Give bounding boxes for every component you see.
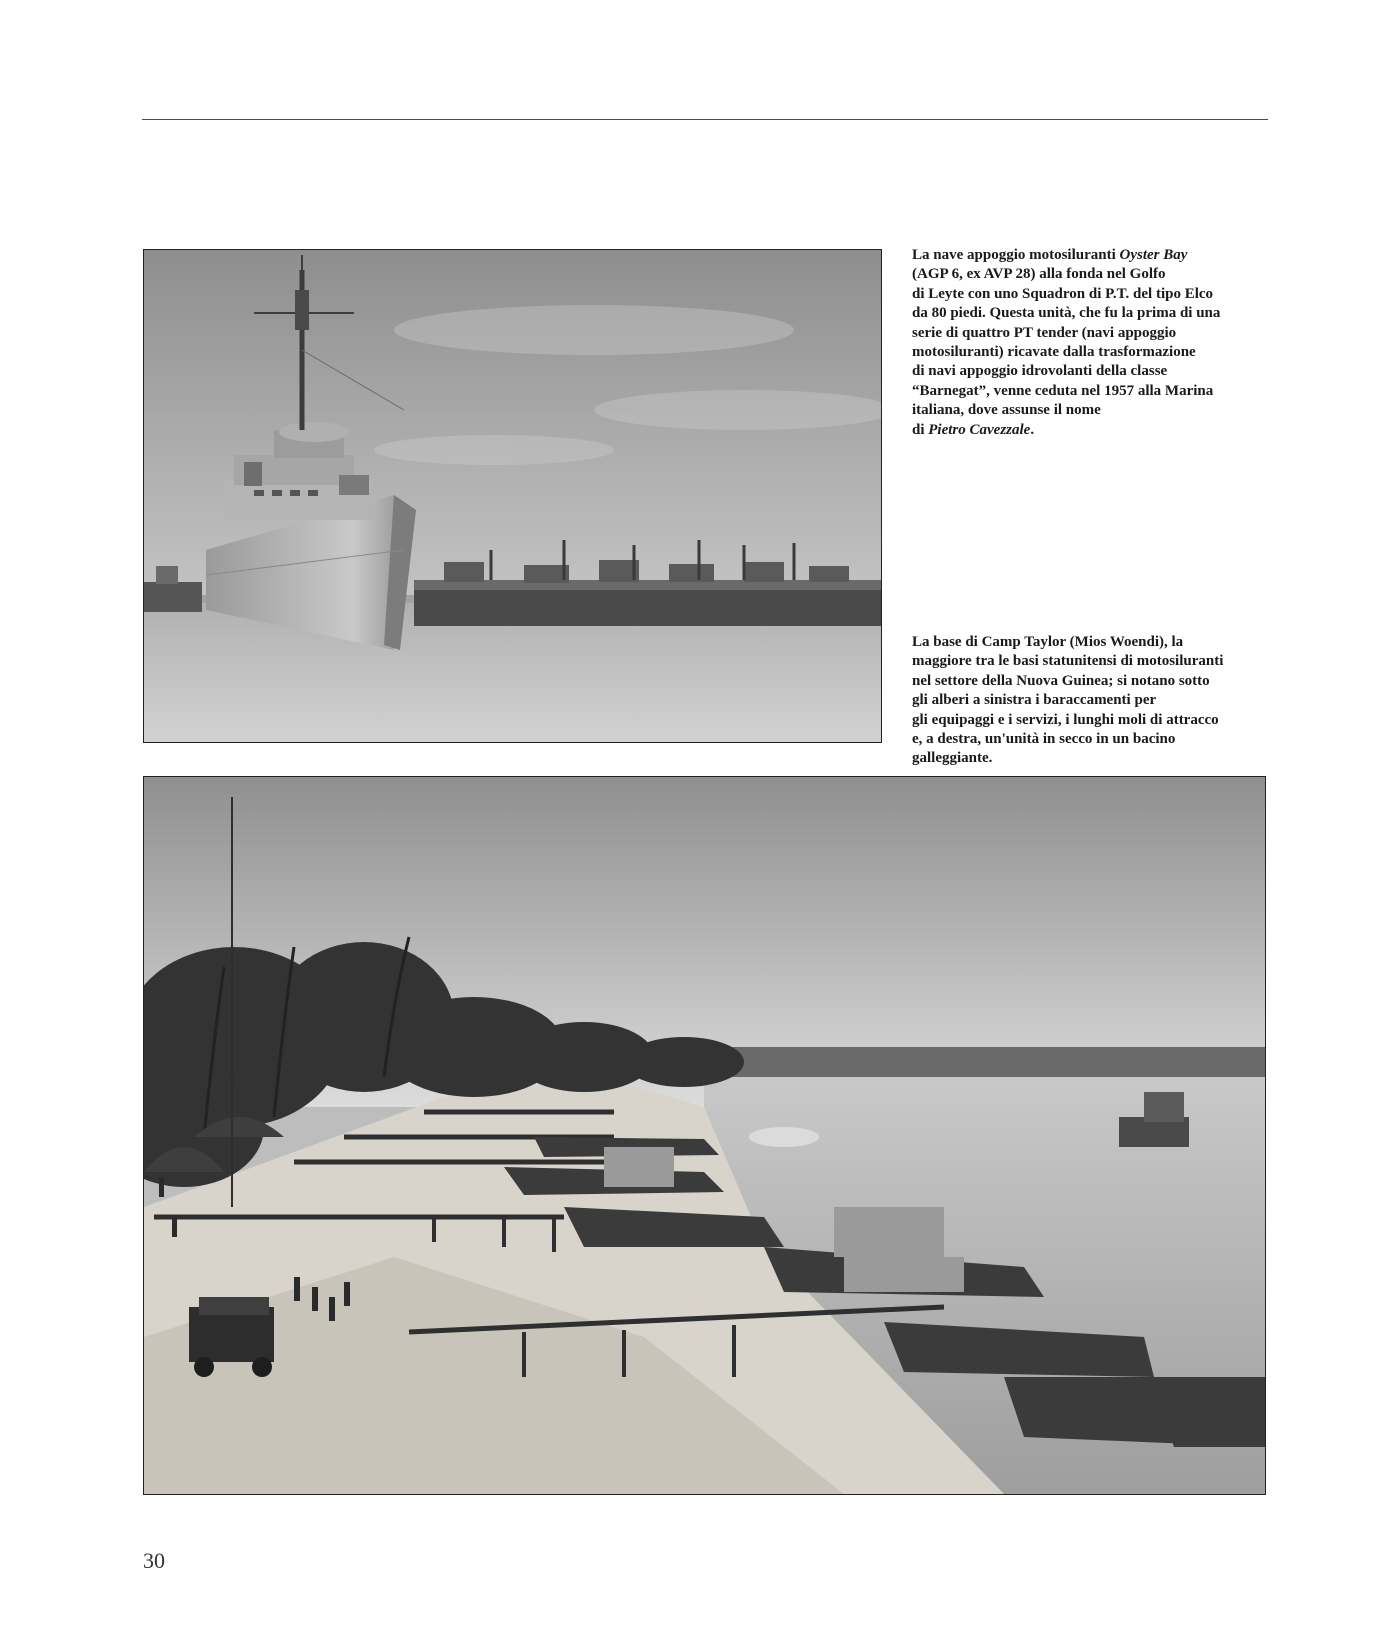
caption-line: nel settore della Nuova Guinea; si notano sotto [912, 672, 1210, 689]
caption-line: da 80 piedi. Questa unità, che fu la prima di una [912, 305, 1221, 322]
header-rule [142, 119, 1268, 120]
caption-line: e, a destra, un'unità in secco in un bacino [912, 731, 1176, 748]
photo-oyster-bay [143, 249, 882, 743]
caption-line: La nave appoggio motosiluranti Oyster Bay [912, 247, 1188, 263]
caption-line: (AGP 6, ex AVP 28) alla fonda nel Golfo [912, 266, 1166, 283]
caption-line: gli equipaggi e i servizi, i lunghi moli di attracco [912, 711, 1219, 728]
caption-line: di navi appoggio idrovolanti della classe [912, 363, 1168, 380]
caption-line: motosiluranti) ricavate dalla trasformazione [912, 344, 1196, 361]
caption-line: serie di quattro PT tender (navi appoggio [912, 324, 1177, 341]
caption-line: di Pietro Cavezzale. [912, 421, 1035, 438]
caption-line: “Barnegat”, venne ceduta nel 1957 alla Marina [912, 382, 1214, 399]
caption-camp-taylor [912, 633, 1272, 769]
caption-line: galleggiante. [912, 750, 993, 767]
photo-camp-taylor [143, 776, 1266, 1495]
caption-line: La base di Camp Taylor (Mios Woendi), la [912, 634, 1184, 650]
caption-line: gli alberi a sinistra i baraccamenti per [912, 692, 1157, 709]
caption-line: maggiore tra le basi statunitensi di motosiluranti [912, 653, 1224, 670]
page-number: 30 [143, 1548, 165, 1573]
caption-line: di Leyte con uno Squadron di P.T. del tipo Elco [912, 285, 1214, 302]
caption-line: italiana, dove assunse il nome [912, 402, 1101, 419]
caption-oyster-bay [912, 246, 1272, 440]
